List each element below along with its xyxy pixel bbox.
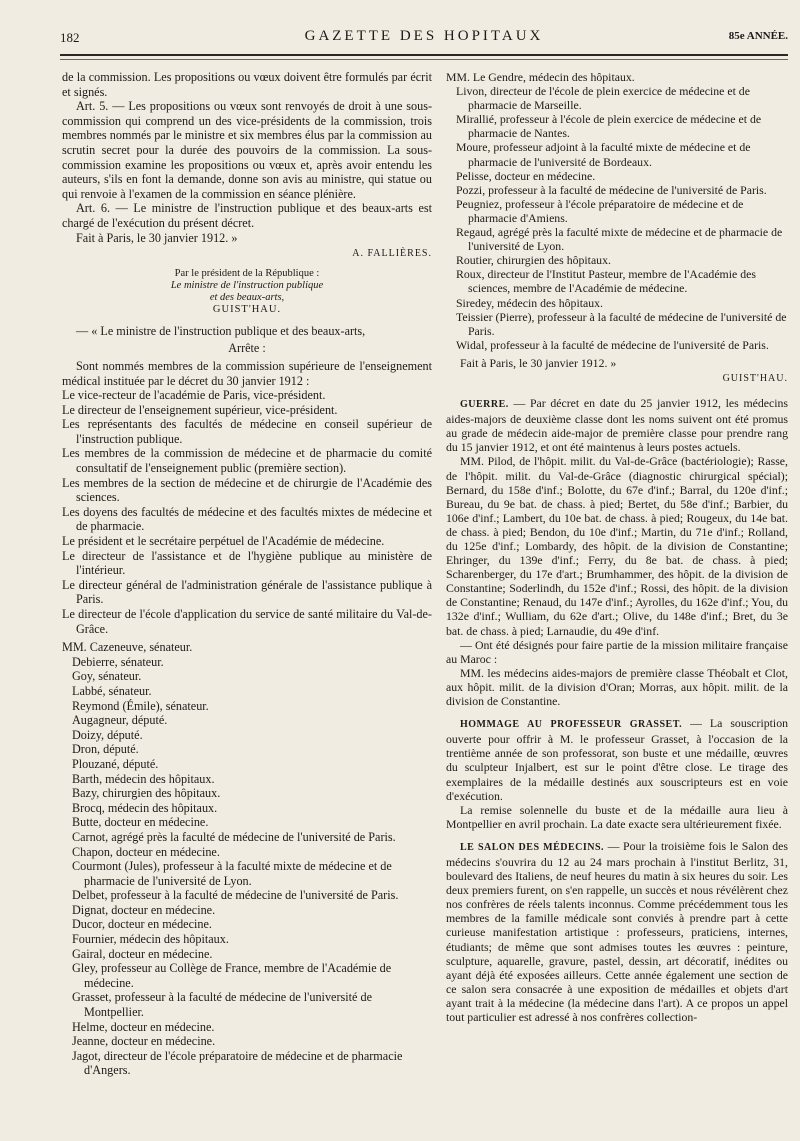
signature-fallieres: A. FALLIÈRES.	[352, 248, 432, 260]
section-heading: LE SALON DES MÉDECINS.	[460, 841, 605, 853]
section-heading: GUERRE.	[460, 399, 509, 411]
name-entry: Doizy, député.	[72, 727, 143, 742]
name-entry: Carnot, agrégé près la faculté de médecine de l'université de Paris.	[72, 829, 396, 844]
name-entry: Pelisse, docteur en médecine.	[456, 168, 596, 183]
name-entry: Augagneur, député.	[72, 713, 168, 728]
name-entry: Ducor, docteur en médecine.	[72, 917, 212, 932]
name-entry: Le directeur de l'enseignement supérieur, vice-président.	[62, 402, 338, 417]
right-column	[446, 70, 788, 1024]
name-entry: Reymond (Émile), sénateur.	[72, 698, 209, 713]
name-entry: Livon, directeur de l'école de plein exercice de médecine et de pharmacie de Marseille.	[456, 84, 750, 113]
countersign-line: et des beaux-arts,	[209, 291, 285, 303]
journal-title: GAZETTE DES HOPITAUX	[304, 28, 544, 44]
paragraph: — Ont été désignés pour faire partie de la mission militaire française au Maroc :	[446, 637, 788, 666]
date-line: Fait à Paris, le 30 janvier 1912. »	[76, 230, 238, 245]
name-entry: Les doyens des facultés de médecine et des facultés mixtes de médecine et de pharmacie.	[62, 504, 432, 534]
name-entry: Butte, docteur en médecine.	[72, 815, 209, 830]
name-entry: MM. Le Gendre, médecin des hôpitaux.	[446, 70, 635, 84]
name-entry: Pozzi, professeur à la faculté de médecine de l'université de Paris.	[456, 182, 767, 197]
name-entry: Chapon, docteur en médecine.	[72, 844, 220, 859]
page-number: 182	[60, 30, 80, 45]
name-entry: Fournier, médecin des hôpitaux.	[72, 932, 229, 947]
section-salon: LE SALON DES MÉDECINS. — Pour la troisième fois le Salon des médecins s'ouvrira du 12 au 24 mars prochain à l'institut Berlitz, 31, boulevard des Italiens, de neuf heures du matin à six heures du soir. Les deux premiers furent, on s'en rappelle, un succès et nous révélèrent chez nos confrères de réels talents inconnus. Comme précédemment tous les membres de la famille médicale sont conviés à prendre part à cette curieuse manifestation artistique : professeurs, praticiens, internes, étudiants; de même que sont admises toutes les œuvres : peinture, sculpture, aquarelle, gravure, pastel, dessin, art décoratif, inédites ou ayant déjà été exposées ailleurs. Cette année également une section de ce salon sera consacrée à une exposition de médailles et objets d'art ayant trait à la médecine (la médecine dans l'art). A ce propos un appel tout particulier est adressé à nos confrères collection-	[446, 838, 788, 1024]
name-entry: Helme, docteur en médecine.	[72, 1019, 215, 1034]
name-entry: Les membres de la commission de médecine et de pharmacie du comité consultatif de l'enseignement public (première section).	[62, 446, 432, 476]
name-entry: Le directeur de l'école d'application du service de santé militaire du Val-de-Grâce.	[62, 607, 432, 636]
name-entry: Plouzané, député.	[72, 756, 159, 771]
name-entry: Les membres de la section de médecine et de chirurgie de l'Académie des sciences.	[62, 475, 432, 505]
header-rule-thin	[60, 59, 788, 60]
name-entry: Roux, directeur de l'Institut Pasteur, membre de l'Académie des sciences, membre de l'Académie de médecine.	[456, 267, 756, 296]
paragraph: Sont nommés membres de la commission supérieure de l'enseignement médical instituée par le décret du 30 janvier 1912 :	[62, 358, 432, 388]
name-entry: Gley, professeur au Collège de France, membre de l'Académie de médecine.	[72, 961, 392, 990]
name-entry: Moure, professeur adjoint à la faculté mixte de médecine et de pharmacie de l'université de Bordeaux.	[456, 140, 751, 169]
name-entry: Dron, député.	[72, 742, 139, 757]
name-entry: Bazy, chirurgien des hôpitaux.	[72, 786, 221, 801]
name-entry: Labbé, sénateur.	[72, 683, 152, 698]
name-entry: Le directeur de l'assistance et de l'hygiène publique au ministère de l'intérieur.	[62, 548, 432, 578]
name-list	[62, 655, 432, 1078]
name-entry: Le directeur général de l'administration générale de l'assistance publique à Paris.	[62, 577, 432, 607]
paragraph: MM. les médecins aides-majors de première classe Théobalt et Clot, aux hôpit. milit. de la division d'Oran; Morras, aux hôpit. milit. de la division de Constantine.	[446, 665, 788, 709]
name-entry: Debierre, sénateur.	[72, 654, 164, 669]
article-5: Art. 5. — Les propositions ou vœux sont renvoyés de droit à une sous-commission qui comprend un des vice-présidents de la commission, trois membres nommés par le ministre et six membres élus par la commission au scrutin secret pour la durée des pouvoirs de la commission. La sous-commission examine les propositions ou vœux et, après avoir entendu les auteurs, s'ils en font la demande, donne son avis au ministre, qui statue ou qui renvoie à l'examen de la commission en séance plénière.	[62, 99, 432, 201]
member-list	[62, 388, 432, 636]
name-entry: Le président et le secrétaire perpétuel de l'Académie de médecine.	[62, 534, 385, 549]
name-entry: Delbet, professeur à la faculté de médecine de l'université de Paris.	[72, 888, 399, 903]
left-column	[62, 70, 432, 1078]
countersign-line: Par le président de la République :	[174, 267, 320, 279]
name-entry: Siredey, médecin des hôpitaux.	[456, 295, 603, 310]
name-entry: Mirallié, professeur à l'école de plein exercice de médecine et de pharmacie de Nantes.	[456, 112, 762, 141]
name-entry: Peugniez, professeur à l'école préparatoire de médecine et de pharmacie d'Amiens.	[456, 196, 744, 225]
section-guerre: GUERRE. — Par décret en date du 25 janvier 1912, les médecins aides-majors de deuxième classe dont les noms suivent ont été promus au grade de médecin aide-major de première classe pour prendre rang du 15 janvier 1912, et ont été maintenus à leurs postes actuels.	[446, 396, 788, 455]
countersign-line: Le ministre de l'instruction publique	[170, 279, 324, 291]
paragraph: MM. Pilod, de l'hôpit. milit. du Val-de-Grâce (bactériologie); Rasse, de l'hôpit. milit. du Val-de-Grâce (diagnostic chirurgical spécial); Bernard, du 158e d'inf.; Bolotte, du 67e d'inf.; Barral, du 120e d'inf.; Bureau, du 9e bat. de chass. à pied; Bertet, du 58e d'inf.; Barbier, du 106e d'inf.; Lambert, du 10e bat. de chass. à pied; Rougeux, du 14e bat. de chass. à pied; Bendon, du 10e d'inf.; Martin, du 71e d'inf.; Rolland, du 125e d'inf.; Lombardy, des hôpit. de la division de Constantine; Ehringer, du 139e d'inf.; Ferry, du 8e bat. de chass. à pied; Scharenberger, du 17e d'art.; Brumhammer, des hôpit. de la division de Constantine; Soderlindh, du 152e d'inf.; Rossi, des hôpit. de la division de Constantine; Renaud, du 147e d'inf.; Ayrolles, du 162e d'inf.; You, du 132e d'inf.; Wulliam, du 62e d'art.; Olive, du 148e d'inf.; Bret, du 3e bat. de chass. à pied; Larnaudie, du 49e d'inf.	[446, 454, 788, 638]
name-entry: Gairal, docteur en médecine.	[72, 946, 213, 961]
countersign-name: GUIST'HAU.	[212, 303, 282, 315]
paragraph: La remise solennelle du buste et de la médaille aura lieu à Montpellier en avril prochain. La date exacte sera ultérieurement fixée.	[446, 802, 788, 831]
name-entry: Jagot, directeur de l'école préparatoire de médecine et de pharmacie d'Angers.	[72, 1048, 403, 1078]
name-entry: Goy, sénateur.	[72, 669, 142, 684]
name-entry: Brocq, médecin des hôpitaux.	[72, 800, 218, 815]
name-entry: MM. Cazeneuve, sénateur.	[62, 640, 193, 655]
paragraph: de la commission. Les propositions ou vœux doivent être formulés par écrit et signés.	[62, 70, 432, 99]
section-hommage: HOMMAGE AU PROFESSEUR GRASSET. — La souscription ouverte pour offrir à M. le professeur Grasset, à l'occasion de la trentième année de son professorat, son buste et une médaille, œuvres du sculpteur Injalbert, est sur le point d'être close. Le tirage des exemplaires de la médaille destinés aux souscripteurs est en voie d'exécution.	[446, 716, 788, 803]
signature-guisthau: GUIST'HAU.	[722, 372, 788, 384]
name-entry: Widal, professeur à la faculté de médecine de l'université de Paris.	[456, 337, 769, 352]
article-6: Art. 6. — Le ministre de l'instruction publique et des beaux-arts est chargé de l'exécution du présent décret.	[62, 201, 432, 230]
name-entry: Le vice-recteur de l'académie de Paris, vice-président.	[62, 388, 326, 403]
name-entry: Courmont (Jules), professeur à la faculté mixte de médecine et de pharmacie de l'université de Lyon.	[72, 859, 392, 888]
volume-year: 85e ANNÉE.	[728, 30, 788, 42]
name-entry: Teissier (Pierre), professeur à la faculté de médecine de l'université de Paris.	[456, 309, 787, 338]
name-entry: Jeanne, docteur en médecine.	[72, 1034, 216, 1049]
arrete-intro: — « Le ministre de l'instruction publique et des beaux-arts,	[76, 323, 366, 338]
name-entry: Grasset, professeur à la faculté de médecine de l'université de Montpellier.	[72, 990, 372, 1020]
countersign-block	[62, 268, 432, 316]
header-rule-thick	[60, 54, 788, 56]
name-entry: Les représentants des facultés de médecine en conseil supérieur de l'instruction publique.	[62, 417, 432, 446]
name-entry: Dignat, docteur en médecine.	[72, 902, 216, 917]
page-header	[60, 28, 788, 50]
name-entry: Regaud, agrégé près la faculté mixte de médecine et de pharmacie de l'université de Lyon.	[456, 225, 783, 254]
name-entry: Barth, médecin des hôpitaux.	[72, 771, 215, 786]
name-entry: Routier, chirurgien des hôpitaux.	[456, 253, 611, 268]
date-line: Fait à Paris, le 30 janvier 1912. »	[460, 355, 617, 370]
section-heading: HOMMAGE AU PROFESSEUR GRASSET.	[460, 719, 683, 731]
arrete-heading: Arrête :	[228, 341, 266, 356]
name-list	[446, 84, 788, 352]
